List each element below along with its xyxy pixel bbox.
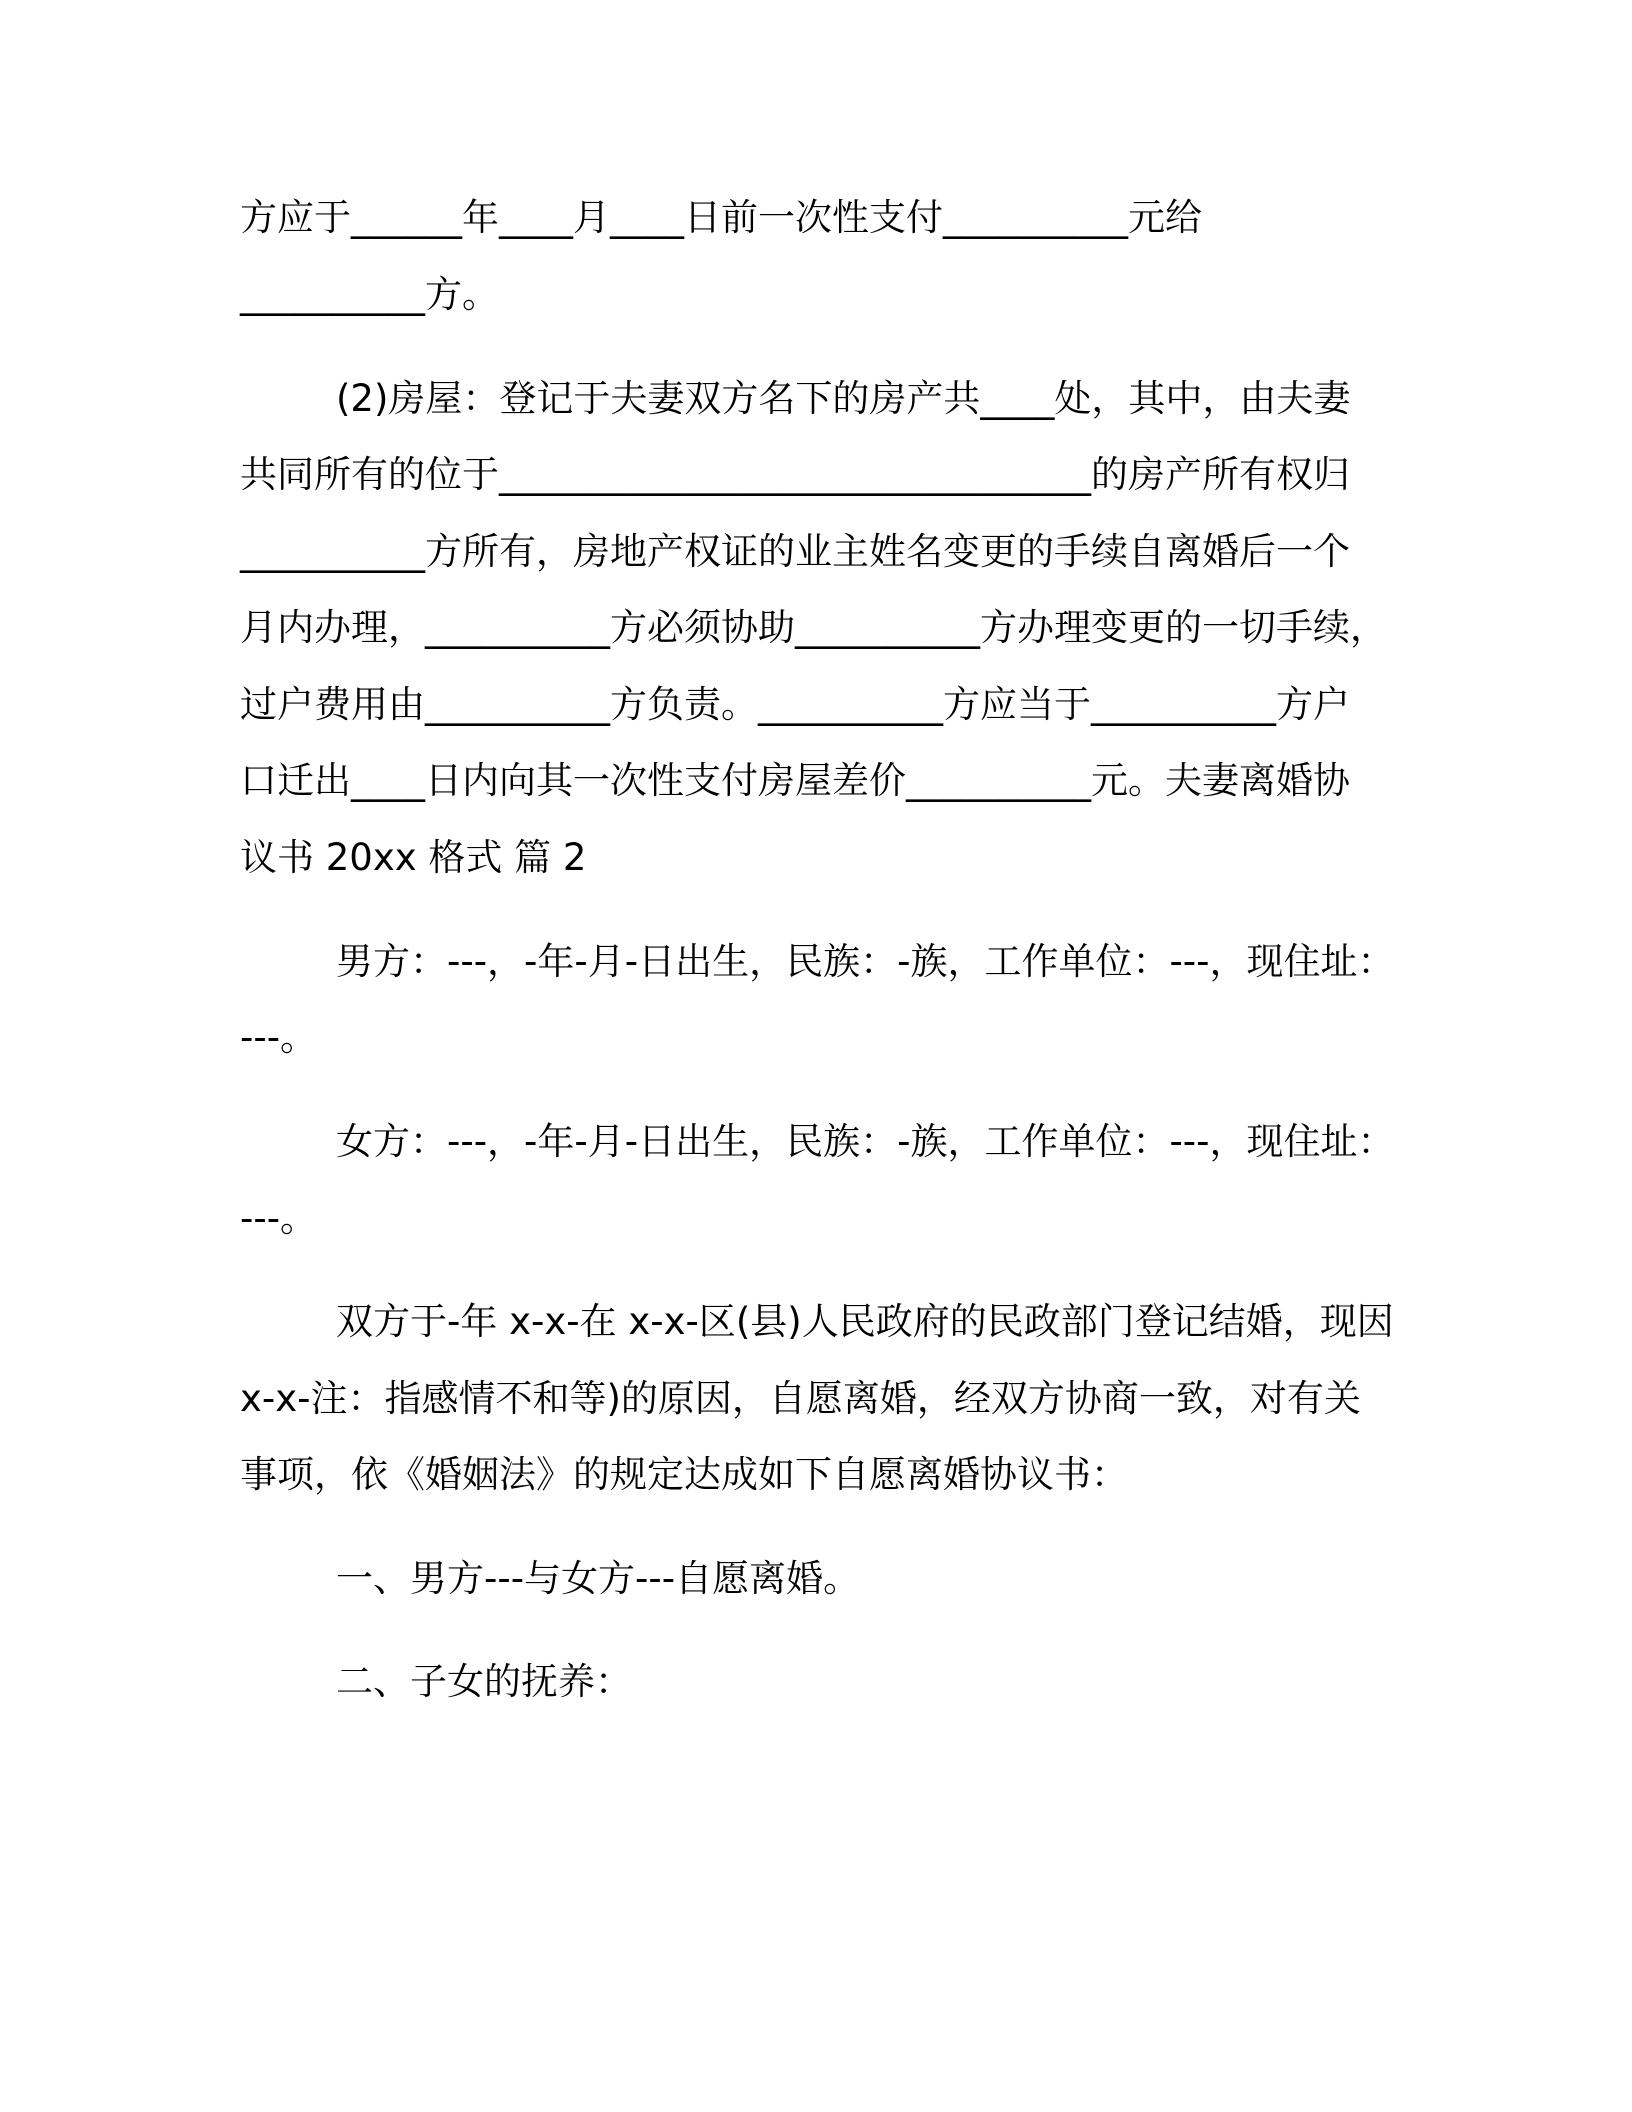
text-line: 共同所有的位于________________________________的房产所有权归 [240, 453, 1350, 496]
paragraph-first-line: 女方：---，-年-月-日出生，民族：-族，工作单位：---，现住址： [336, 1120, 1395, 1163]
text-line: ---。 [240, 1197, 318, 1240]
text-line: 过户费用由__________方负责。__________方应当于__________方户 [240, 683, 1350, 726]
text-line: x-x-注：指感情不和等)的原因，自愿离婚，经双方协商一致，对有关 [240, 1377, 1361, 1420]
text-line: __________方所有，房地产权证的业主姓名变更的手续自离婚后一个 [240, 530, 1350, 573]
text-line: 口迁出____日内向其一次性支付房屋差价__________元。夫妻离婚协 [240, 759, 1350, 802]
paragraph-first-line: 双方于-年 x-x-在 x-x-区(县)人民政府的民政部门登记结婚，现因 [336, 1300, 1394, 1343]
paragraph-first-line: 男方：---，-年-月-日出生，民族：-族，工作单位：---，现住址： [336, 940, 1395, 983]
text-line: ---。 [240, 1016, 318, 1059]
section-heading: 议书 20xx 格式 篇 2 [240, 836, 587, 879]
paragraph-first-line: (2)房屋：登记于夫妻双方名下的房产共____处，其中，由夫妻 [336, 377, 1351, 420]
text-line: __________方。 [240, 273, 499, 316]
text-line: 事项，依《婚姻法》的规定达成如下自愿离婚协议书： [240, 1453, 1128, 1496]
paragraph-first-line: 二、子女的抚养： [336, 1660, 632, 1703]
text-line: 方应于______年____月____日前一次性支付__________元给 [240, 196, 1202, 239]
paragraph-first-line: 一、男方---与女方---自愿离婚。 [336, 1557, 861, 1600]
text-line: 月内办理，__________方必须协助__________方办理变更的一切手续， [240, 606, 1387, 649]
